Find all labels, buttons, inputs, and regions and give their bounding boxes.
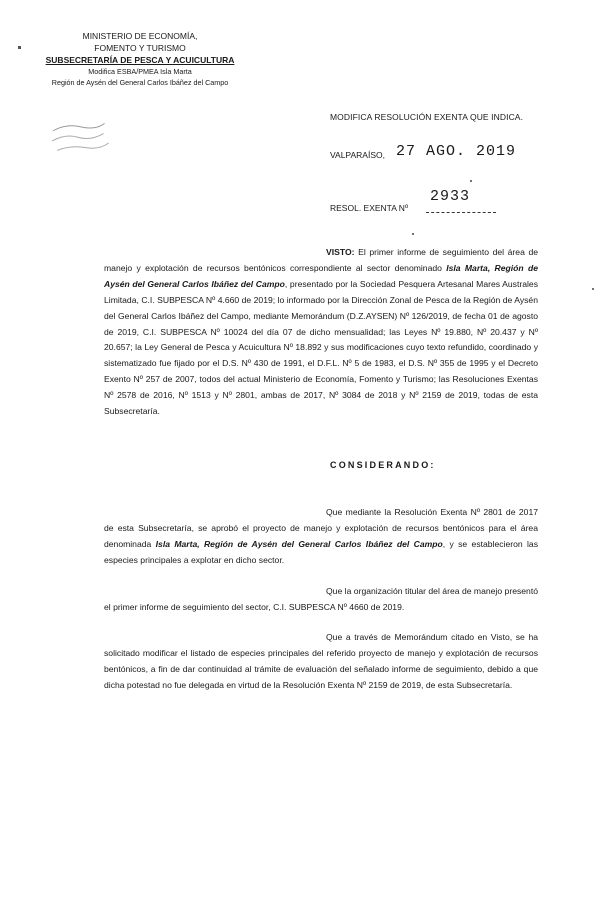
document-subject: MODIFICA RESOLUCIÓN EXENTA QUE INDICA.: [330, 112, 524, 122]
stamp-icon: [46, 115, 114, 161]
ministry-subtitle: FOMENTO Y TURISMO: [94, 43, 186, 53]
considerando-1-text-1: Que mediante la Resolución Exenta Nº 2801 de 2017 de esta Subsecretaría, se aprobó el proyecto de manejo y explotación de recursos bentónicos para el área denominada: [104, 507, 538, 549]
resolution-number: 2933: [430, 188, 471, 205]
ink-speck: [470, 180, 472, 182]
resolution-label: RESOL. EXENTA Nº: [330, 203, 409, 213]
visto-label: VISTO:: [326, 247, 355, 257]
document-reference: Modifica ESBA/PMEA Isla Marta: [88, 67, 192, 76]
considerando-1-sector-name: Isla Marta, Región de Aysén del General Carlos Ibáñez del Campo: [155, 538, 443, 549]
place-label: VALPARAÍSO,: [330, 150, 385, 160]
ink-speck: [592, 288, 594, 290]
date-stamp: 27 AGO. 2019: [396, 143, 517, 160]
considerando-paragraph-3: Que a través de Memorándum citado en Visto, se ha solicitado modificar el listado de especies principales del referido proyecto de manejo y explotación de recursos bentónicos, a fin de dar continuidad al trámite de evaluación del señalado informe de seguimiento, debido a que dicha potestad no fue delegada en virtud de la Resolución Exenta Nº 2159 de 2019, de esta Subsecretaría.: [104, 632, 538, 690]
ministry-name: MINISTERIO DE ECONOMÍA,: [82, 31, 198, 41]
region-reference: Región de Aysén del General Carlos Ibáñez del Campo: [51, 78, 229, 87]
resolution-number-line: [426, 212, 496, 213]
faded-stamp: [46, 115, 114, 161]
considerando-heading: CONSIDERANDO:: [330, 460, 436, 470]
letterhead: [20, 30, 260, 88]
visto-text-1: El primer informe de seguimiento del área de manejo y explotación de recursos bentónicos correspondiente al sector denominado: [104, 247, 538, 273]
visto-sector-name: Isla Marta, Región de Aysén del General Carlos Ibáñez del Campo: [104, 262, 538, 289]
visto-paragraph: [104, 245, 538, 420]
considerando-paragraph-2: Que la organización titular del área de manejo presentó el primer informe de seguimiento del sector, C.I. SUBPESCA Nº 4660 de 2019.: [104, 586, 538, 612]
subsecretariat-name: SUBSECRETARÍA DE PESCA Y ACUICULTURA: [45, 55, 235, 65]
ink-speck: [412, 233, 414, 235]
visto-text-2: , presentado por la Sociedad Pesquera Artesanal Mares Australes Limitada, C.I. SUBPESCA Nº 4.660 de 2019; lo informado por la Dirección Zonal de Pesca de la Región de Aysén del General Carlos Ibáñez del Campo, mediante Memorándum (D.Z.AYSEN) Nº 126/2019, de fecha 01 de agosto de 2019, C.I. SUBPESCA Nº 10024 del día 07 de dicho mensualidad; las Leyes Nº 19.880, Nº 20.437 y Nº 20.657; la Ley General de Pesca y Acuicultura Nº 18.892 y sus modificaciones cuyo texto refundido, coordinado y sistematizado fue fijado por el D.S. Nº 430 de 1991, el D.F.L. Nº 5 de 1983, el D.S. Nº 355 de 1995 y el Decreto Exento Nº 257 de 2007, todos del actual Ministerio de Economía, Fomento y Turismo; las Resoluciones Exentas Nº 2578 de 2016, Nº 1513 y Nº 2801, ambas de 2017, Nº 3084 de 2018 y Nº 2159 de 2019, todas de esta Subsecretaría.: [104, 278, 538, 417]
considerando-1-text-2: , y se establecieron las especies principales a explotar en dicho sector.: [104, 538, 538, 565]
considerando-paragraph-1: [104, 505, 538, 569]
